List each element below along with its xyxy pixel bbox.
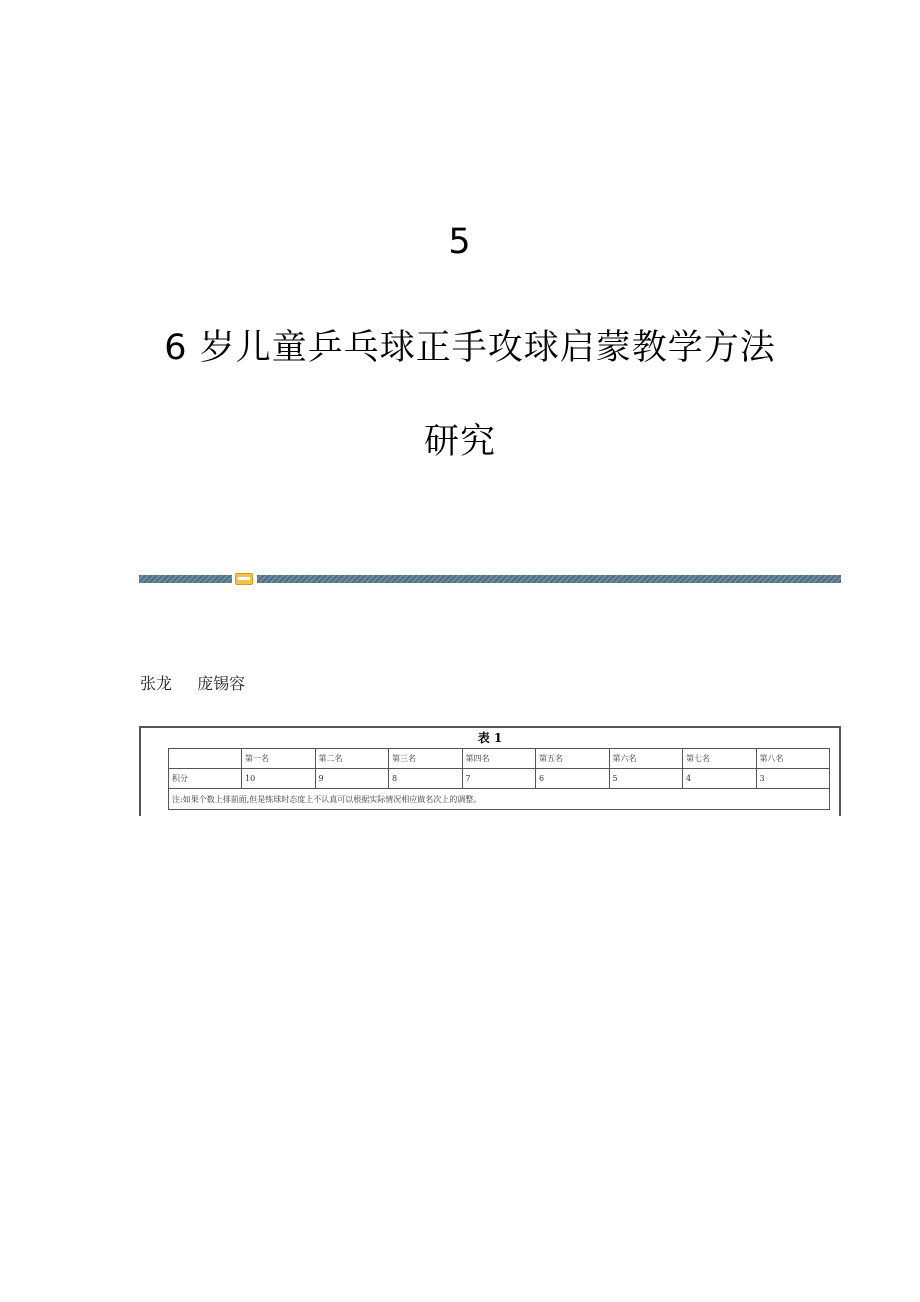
table-note: 注:如果个数上排前面,但是练球时态度上不认真可以根据实际情况相应做名次上的调整。 — [169, 789, 830, 810]
author-list — [140, 673, 245, 695]
table-cell: 10 — [242, 769, 316, 789]
table-header-row — [169, 749, 830, 769]
divider-bar-left — [139, 575, 232, 583]
table-header-cell: 第七名 — [683, 749, 757, 769]
table-row — [169, 769, 830, 789]
table-header-cell: 第三名 — [389, 749, 463, 769]
title-line-2: 6 岁儿童乒乓球正手攻球启蒙教学方法 — [164, 328, 776, 368]
table-header-cell: 第八名 — [756, 749, 830, 769]
table-note-row — [169, 789, 830, 810]
table-header-cell: 第五名 — [536, 749, 610, 769]
score-table — [168, 748, 830, 810]
table-header-cell: 第四名 — [462, 749, 536, 769]
table-caption: 表 1 — [477, 731, 503, 745]
table-cell: 3 — [756, 769, 830, 789]
table-header-cell: 第一名 — [242, 749, 316, 769]
table-cell: 6 — [536, 769, 610, 789]
author-name: 庞锡容 — [197, 674, 246, 693]
envelope-icon — [235, 573, 253, 585]
table-cell: 4 — [683, 769, 757, 789]
author-name: 张龙 — [140, 674, 173, 693]
table-cell: 5 — [609, 769, 683, 789]
table-cell: 8 — [389, 769, 463, 789]
table-header-cell — [169, 749, 242, 769]
table-cell: 7 — [462, 769, 536, 789]
decorative-divider — [139, 573, 841, 585]
table-figure — [139, 726, 841, 816]
table-cell: 9 — [315, 769, 389, 789]
row-label: 积分 — [169, 769, 242, 789]
table-header-cell: 第二名 — [315, 749, 389, 769]
title-line-1: 5 — [448, 222, 472, 262]
divider-bar-right — [257, 575, 841, 583]
title-line-3: 研究 — [423, 422, 496, 462]
table-header-cell: 第六名 — [609, 749, 683, 769]
